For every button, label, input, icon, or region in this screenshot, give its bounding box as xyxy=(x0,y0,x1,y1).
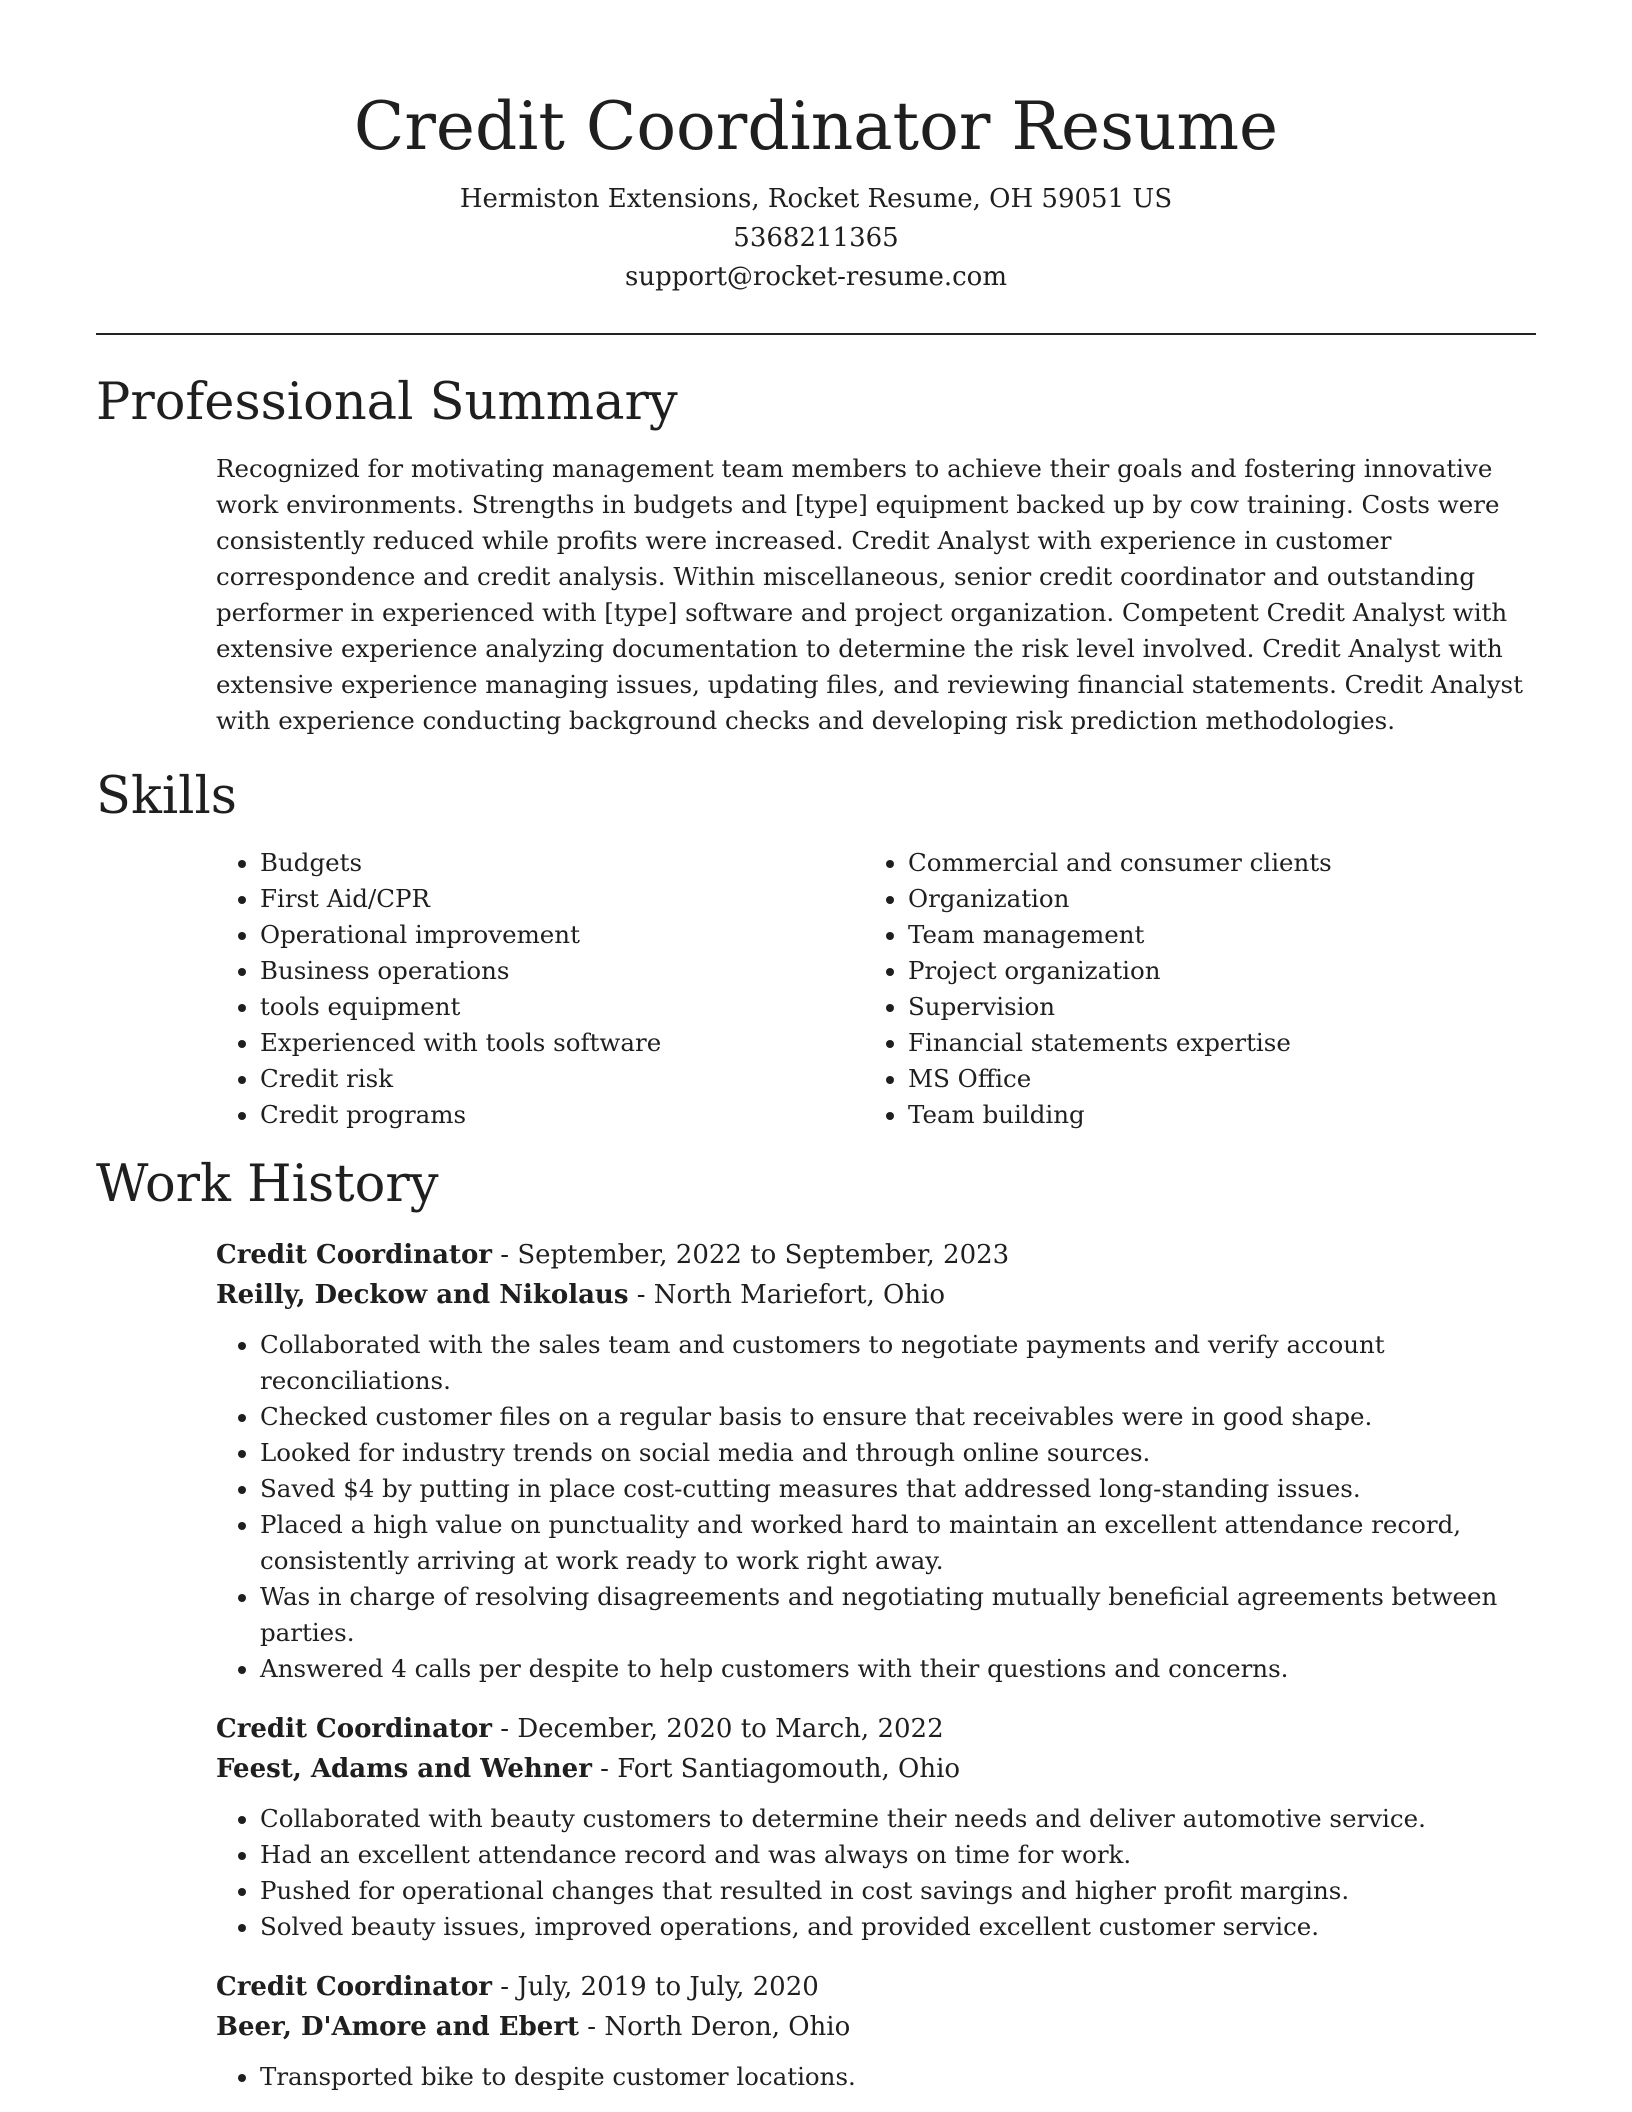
job-entry xyxy=(216,1709,1536,1945)
job-title: Credit Coordinator xyxy=(216,1714,492,1744)
job-bullet: • Collaborated with the sales team and customers to negotiate payments and verify account reconciliations. xyxy=(260,1327,1536,1399)
job-dates: December, 2020 to March, 2022 xyxy=(517,1714,944,1744)
job-bullet: • Checked customer files on a regular basis to ensure that receivables were in good shape. xyxy=(260,1399,1536,1435)
job-bullets xyxy=(216,2059,1536,2095)
job-bullet: • Transported bike to despite customer locations. xyxy=(260,2059,1536,2095)
job-company: Beer, D'Amore and Ebert xyxy=(216,2012,580,2042)
skill-item: • Commercial and consumer clients xyxy=(908,845,1508,881)
skill-item: • Credit risk xyxy=(260,1061,864,1097)
summary-heading: Professional Summary xyxy=(96,373,678,432)
job-company-line: Reilly, Deckow and Nikolaus - North Mariefort, Ohio xyxy=(216,1280,946,1310)
skill-item: • Budgets xyxy=(260,845,864,881)
job-bullet: • Was in charge of resolving disagreements and negotiating mutually beneficial agreements between parties. xyxy=(260,1579,1536,1651)
job-bullet: • Placed a high value on punctuality and worked hard to maintain an excellent attendance record, consistently arriving at work ready to work right away. xyxy=(260,1507,1536,1579)
skill-item: • Organization xyxy=(908,881,1508,917)
skill-item: • Operational improvement xyxy=(260,917,864,953)
skill-item: • tools equipment xyxy=(260,989,864,1025)
job-title: Credit Coordinator xyxy=(216,1240,492,1270)
job-bullet: • Answered 4 calls per despite to help customers with their questions and concerns. xyxy=(260,1651,1536,1687)
resume-title: Credit Coordinator Resume xyxy=(353,88,1279,165)
job-location: North Deron, Ohio xyxy=(604,2012,851,2042)
work-history-heading: Work History xyxy=(96,1155,439,1214)
job-bullets xyxy=(216,1801,1536,1945)
job-company: Feest, Adams and Wehner xyxy=(216,1754,592,1784)
job-bullet: • Looked for industry trends on social media and through online sources. xyxy=(260,1435,1536,1471)
skill-item: • Financial statements expertise xyxy=(908,1025,1508,1061)
job-company: Reilly, Deckow and Nikolaus xyxy=(216,1280,629,1310)
job-bullet: • Saved $4 by putting in place cost-cutting measures that addressed long-standing issues. xyxy=(260,1471,1536,1507)
skills-column-right xyxy=(864,845,1508,1133)
job-bullet: • Solved beauty issues, improved operations, and provided excellent customer service. xyxy=(260,1909,1536,1945)
summary-text: Recognized for motivating management team members to achieve their goals and fostering innovative work environments. Strengths in budgets and [type] equipment backed up by cow training. Costs were consistently reduced while profits were increased. Credit Analyst with experience in customer correspondence and credit analysis. Within miscellaneous, senior credit coordinator and outstanding performer in experienced with [type] software and project organization. Competent Credit Analyst with extensive experience analyzing documentation to determine the risk level involved. Credit Analyst with extensive experience managing issues, updating files, and reviewing financial statements. Credit Analyst with experience conducting background checks and developing risk prediction methodologies. xyxy=(216,454,1523,735)
skill-item: • Business operations xyxy=(260,953,864,989)
job-title: Credit Coordinator xyxy=(216,1972,492,2002)
job-company-line: Beer, D'Amore and Ebert - North Deron, Ohio xyxy=(216,2012,851,2042)
job-dates: September, 2022 to September, 2023 xyxy=(517,1240,1010,1270)
skills-heading: Skills xyxy=(96,767,237,826)
skill-item: • First Aid/CPR xyxy=(260,881,864,917)
skills-list xyxy=(216,845,1536,1133)
contact-email: support@rocket-resume.com xyxy=(624,262,1007,292)
job-company-line: Feest, Adams and Wehner - Fort Santiagomouth, Ohio xyxy=(216,1754,961,1784)
job-dates: July, 2019 to July, 2020 xyxy=(517,1972,819,2002)
skill-item: • Project organization xyxy=(908,953,1508,989)
skill-item: • Credit programs xyxy=(260,1097,864,1133)
job-title-line: Credit Coordinator - September, 2022 to September, 2023 xyxy=(216,1240,1010,1270)
resume-page xyxy=(96,0,1536,2095)
header-divider xyxy=(96,333,1536,335)
skill-item: • MS Office xyxy=(908,1061,1508,1097)
job-bullet: • Pushed for operational changes that resulted in cost savings and higher profit margins. xyxy=(260,1873,1536,1909)
skill-item: • Team management xyxy=(908,917,1508,953)
contact-phone: 5368211365 xyxy=(733,223,899,253)
skills-column-left xyxy=(216,845,864,1133)
job-bullets xyxy=(216,1327,1536,1687)
skill-item: • Supervision xyxy=(908,989,1508,1025)
job-bullet: • Had an excellent attendance record and was always on time for work. xyxy=(260,1837,1536,1873)
job-location: North Mariefort, Ohio xyxy=(653,1280,946,1310)
contact-address: Hermiston Extensions, Rocket Resume, OH 59051 US xyxy=(459,184,1173,214)
job-entry xyxy=(216,1235,1536,1687)
job-location: Fort Santiagomouth, Ohio xyxy=(617,1754,961,1784)
job-title-line: Credit Coordinator - December, 2020 to March, 2022 xyxy=(216,1714,944,1744)
contact-block xyxy=(96,180,1536,297)
skill-item: • Team building xyxy=(908,1097,1508,1133)
job-entry xyxy=(216,1967,1536,2095)
job-bullet: • Collaborated with beauty customers to determine their needs and deliver automotive service. xyxy=(260,1801,1536,1837)
job-title-line: Credit Coordinator - July, 2019 to July, 2020 xyxy=(216,1972,819,2002)
skill-item: • Experienced with tools software xyxy=(260,1025,864,1061)
